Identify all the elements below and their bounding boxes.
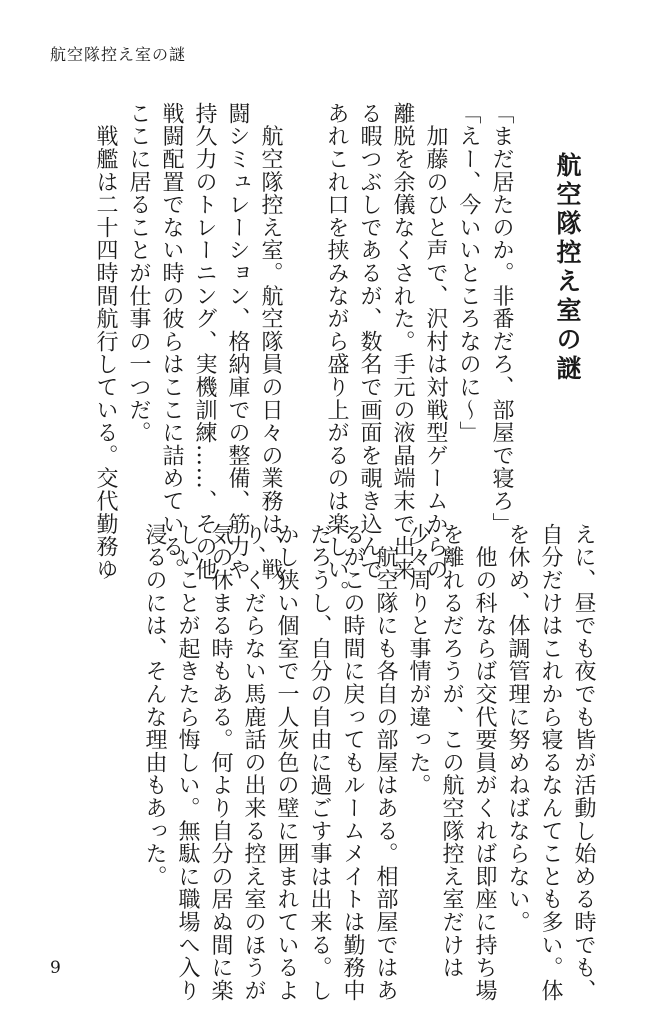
text-line: 「えー、今いいところなのに～」 (456, 102, 481, 444)
text-line: だろうし、自分の自由に過ごす事は出来る。し (307, 523, 332, 1002)
text-line: 戦艦は二十四時間航行している。交代勤務ゆ (93, 102, 118, 581)
text-line: 他の科ならば交代要員がくれば即座に持ち場 (472, 523, 497, 1002)
text-line: 航空隊にも各自の部屋はある。相部屋ではあ (373, 523, 398, 1002)
text-line: るがこの時間に戻ってもルームメイトは勤務中 (340, 523, 365, 1002)
text-line: 自分だけはこれから寝るなんてことも多い。体 (538, 523, 563, 1002)
text-line: 「まだ居たのか。非番だろ、部屋で寝ろ」 (489, 102, 514, 536)
text-line: えに、昼でも夜でも皆が活動し始める時でも、 (571, 523, 596, 1002)
text-line: 少々周りと事情が違った。 (406, 523, 431, 797)
text-line: 浸るのには、そんな理由もあった。 (142, 523, 167, 888)
text-line: り、くだらない馬鹿話の出来る控え室のほうが (241, 523, 266, 1002)
chapter-title: 航空隊控え室の謎 (553, 152, 582, 384)
text-line: 戦闘配置でない時の彼らはここに詰めている。 (159, 102, 184, 581)
running-head: 航空隊控え室の謎 (50, 45, 187, 64)
text-line: 闘シミュレーション、格納庫での整備、筋力や (225, 102, 250, 581)
text-line: 持久力のトレーニング、実機訓練……、その他 (192, 102, 217, 581)
text-line: 離脱を余儀なくされた。手元の液晶端末で出来 (390, 102, 415, 581)
text-line: ここに居ることが仕事の一つだ。 (126, 102, 151, 444)
text-line: 気の休まる時もある。何より自分の居ぬ間に楽 (208, 523, 233, 1002)
text-line: 加藤のひと声で、沢村は対戦型ゲームからの (423, 102, 448, 581)
text-line: を離れるだろうが、この航空隊控え室だけは (439, 523, 464, 979)
text-line: あれこれ口を挟みながら盛り上がるのは楽しい。 (324, 102, 349, 604)
page-number: 9 (50, 958, 61, 978)
text-line: かし狭い個室で一人灰色の壁に囲まれているよ (274, 523, 299, 1002)
text-line: る暇つぶしであるが、数名で画面を覗き込んで (357, 102, 382, 581)
text-line: 航空隊控え室。航空隊員の日々の業務は、戦 (258, 102, 283, 581)
text-line: を休め、体調管理に努めねばならない。 (505, 523, 530, 934)
text-line: しいことが起きたら悔しい。無駄に職場へ入り (175, 523, 200, 1002)
